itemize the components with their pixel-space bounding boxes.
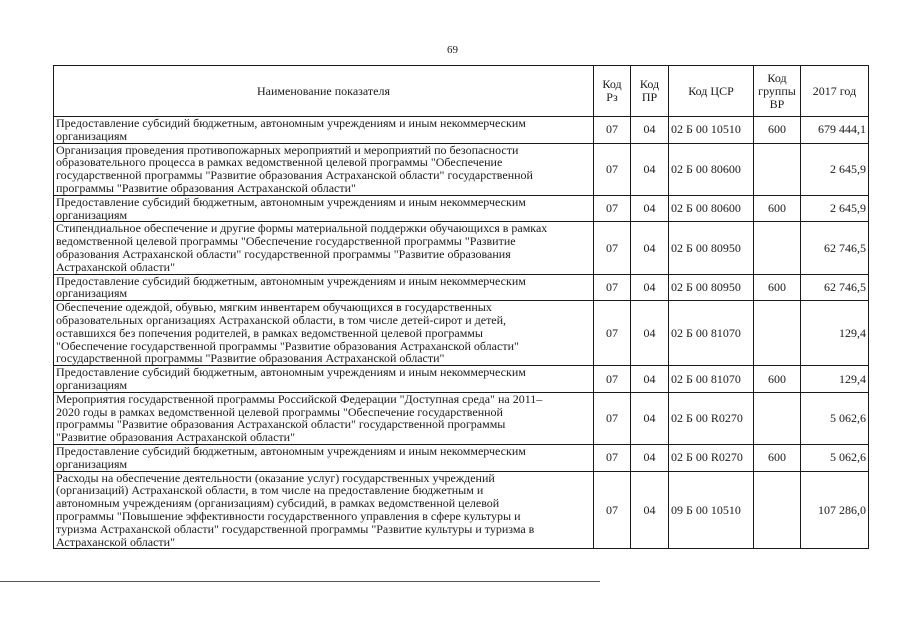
table-row <box>54 195 869 222</box>
indicator-name-line: "Развитие образования Астраханской области" <box>56 430 295 445</box>
table-row <box>54 274 869 301</box>
indicator-name-line: Мероприятия государственной программы Российской Федерации "Доступная среда" на 2011– <box>56 391 543 406</box>
code-rz: 07 <box>594 392 631 444</box>
code-csr: 02 Б 00 81070 <box>669 366 754 393</box>
indicator-name <box>54 471 594 549</box>
amount-2017: 2 645,9 <box>801 195 869 222</box>
indicator-name-line: государственной программы "Развитие образования Астраханской области" государственной <box>56 168 533 183</box>
indicator-name-line: Предоставление субсидий бюджетным, автономным учреждениям и иным некоммерческим <box>56 443 526 458</box>
indicator-name-line: 2020 годы в рамках ведомственной целевой программы "Обеспечение государственной <box>56 404 503 419</box>
code-csr: 02 Б 00 R0270 <box>669 392 754 444</box>
indicator-name-line: Обеспечение одеждой, обувью, мягким инвентарем обучающихся в государственных <box>56 300 492 315</box>
table-row <box>54 301 869 366</box>
code-pr: 04 <box>631 444 669 471</box>
code-pr: 04 <box>631 471 669 549</box>
code-pr: 04 <box>631 195 669 222</box>
code-rz: 07 <box>594 117 631 144</box>
code-pr: 04 <box>631 222 669 274</box>
indicator-name-line: программы "Развитие образования Астраханской области" <box>56 180 356 195</box>
indicator-name <box>54 444 594 471</box>
indicator-name-line: организациям <box>56 128 128 143</box>
code-vr <box>754 143 801 195</box>
code-csr: 02 Б 00 80600 <box>669 143 754 195</box>
indicator-name <box>54 366 594 393</box>
code-pr: 04 <box>631 274 669 301</box>
code-rz: 07 <box>594 471 631 549</box>
amount-2017: 129,4 <box>801 301 869 366</box>
table-row <box>54 471 869 549</box>
code-pr: 04 <box>631 392 669 444</box>
table-row <box>54 117 869 144</box>
indicator-name-line: Предоставление субсидий бюджетным, автономным учреждениям и иным некоммерческим <box>56 273 526 288</box>
indicator-name-line: программы "Развитие образования Астраханской области" государственной программы <box>56 417 506 432</box>
indicator-name <box>54 222 594 274</box>
indicator-name <box>54 274 594 301</box>
code-csr: 02 Б 00 80950 <box>669 222 754 274</box>
code-pr: 04 <box>631 143 669 195</box>
indicator-name <box>54 195 594 222</box>
code-vr: 600 <box>754 117 801 144</box>
table-row <box>54 444 869 471</box>
code-vr: 600 <box>754 274 801 301</box>
code-csr: 02 Б 00 81070 <box>669 301 754 366</box>
code-csr: 02 Б 00 80600 <box>669 195 754 222</box>
indicator-name-line: Астраханской области" <box>56 259 175 274</box>
indicator-name-line: ведомственной целевой программы "Обеспечение государственной программы "Развитие <box>56 234 516 249</box>
indicator-name-line: организациям <box>56 286 128 301</box>
indicator-name-line: образовательных организациях Астраханской области, в том числе детей-сирот и детей, <box>56 312 507 327</box>
code-rz: 07 <box>594 366 631 393</box>
amount-2017: 5 062,6 <box>801 444 869 471</box>
indicator-name-line: автономным учреждениям (организациям) субсидий, в рамках ведомственной целевой <box>56 496 500 511</box>
code-rz: 07 <box>594 222 631 274</box>
indicator-name-line: программы "Повышение эффективности государственного управления в сфере культуры и <box>56 508 521 523</box>
code-vr <box>754 301 801 366</box>
indicator-name-line: Организация проведения противопожарных мероприятий и мероприятий по безопасности <box>56 142 519 157</box>
indicator-name-line: государственной программы "Развитие образования Астраханской области" <box>56 351 445 366</box>
code-csr: 09 Б 00 10510 <box>669 471 754 549</box>
indicator-name-line: Расходы на обеспечение деятельности (оказание услуг) государственных учреждений <box>56 470 495 485</box>
code-rz: 07 <box>594 274 631 301</box>
header-pr: Код ПР <box>631 66 669 117</box>
amount-2017: 129,4 <box>801 366 869 393</box>
code-csr: 02 Б 00 80950 <box>669 274 754 301</box>
indicator-name-line: организациям <box>56 377 128 392</box>
code-pr: 04 <box>631 117 669 144</box>
header-vr: Код группы ВР <box>754 66 801 117</box>
indicator-name-line: (организаций) Астраханской области, в том числе на предоставление бюджетным и <box>56 483 484 498</box>
scan-overlay-line <box>0 581 600 582</box>
indicator-name-line: Предоставление субсидий бюджетным, автономным учреждениям и иным некоммерческим <box>56 116 526 130</box>
indicator-name-line: образования Астраханской области" государственной программы "Развитие образования <box>56 246 511 261</box>
header-csr: Код ЦСР <box>669 66 754 117</box>
code-rz: 07 <box>594 444 631 471</box>
table-row <box>54 222 869 274</box>
table-row <box>54 392 869 444</box>
indicator-name-line: "Обеспечение государственной программы "Развитие образования Астраханской области" <box>56 338 519 353</box>
indicator-name-line: Стипендиальное обеспечение и другие формы материальной поддержки обучающихся в рамках <box>56 221 548 236</box>
indicator-name-line: организациям <box>56 207 128 222</box>
code-vr <box>754 471 801 549</box>
code-csr: 02 Б 00 R0270 <box>669 444 754 471</box>
code-rz: 07 <box>594 143 631 195</box>
indicator-name-line: туризма Астраханской области" государственной программы "Развитие культуры и туризма в <box>56 521 535 536</box>
indicator-name-line: Предоставление субсидий бюджетным, автономным учреждениям и иным некоммерческим <box>56 365 526 380</box>
indicator-name-line: оставшихся без попечения родителей, в рамках ведомственной целевой программы <box>56 325 483 340</box>
budget-table <box>53 65 869 549</box>
header-rz: Код Рз <box>594 66 631 117</box>
amount-2017: 62 746,5 <box>801 274 869 301</box>
indicator-name-line: Предоставление субсидий бюджетным, автономным учреждениям и иным некоммерческим <box>56 194 526 209</box>
code-pr: 04 <box>631 366 669 393</box>
code-pr: 04 <box>631 301 669 366</box>
amount-2017: 679 444,1 <box>801 117 869 144</box>
indicator-name <box>54 117 594 144</box>
header-name: Наименование показателя <box>54 66 594 117</box>
amount-2017: 5 062,6 <box>801 392 869 444</box>
amount-2017: 107 286,0 <box>801 471 869 549</box>
table-row <box>54 143 869 195</box>
code-csr: 02 Б 00 10510 <box>669 117 754 144</box>
code-rz: 07 <box>594 301 631 366</box>
code-rz: 07 <box>594 195 631 222</box>
indicator-name <box>54 392 594 444</box>
code-vr: 600 <box>754 444 801 471</box>
code-vr <box>754 222 801 274</box>
code-vr: 600 <box>754 366 801 393</box>
amount-2017: 62 746,5 <box>801 222 869 274</box>
code-vr: 600 <box>754 195 801 222</box>
indicator-name <box>54 143 594 195</box>
indicator-name-line: Астраханской области" <box>56 534 175 549</box>
indicator-name-line: организациям <box>56 456 128 471</box>
code-vr <box>754 392 801 444</box>
header-year: 2017 год <box>801 66 869 117</box>
indicator-name <box>54 301 594 366</box>
table-row <box>54 366 869 393</box>
table-header-row <box>54 66 869 117</box>
table-body <box>54 117 869 549</box>
page-number: 69 <box>447 44 458 56</box>
amount-2017: 2 645,9 <box>801 143 869 195</box>
indicator-name-line: образовательного процесса в рамках ведомственной целевой программы "Обеспечение <box>56 155 503 170</box>
